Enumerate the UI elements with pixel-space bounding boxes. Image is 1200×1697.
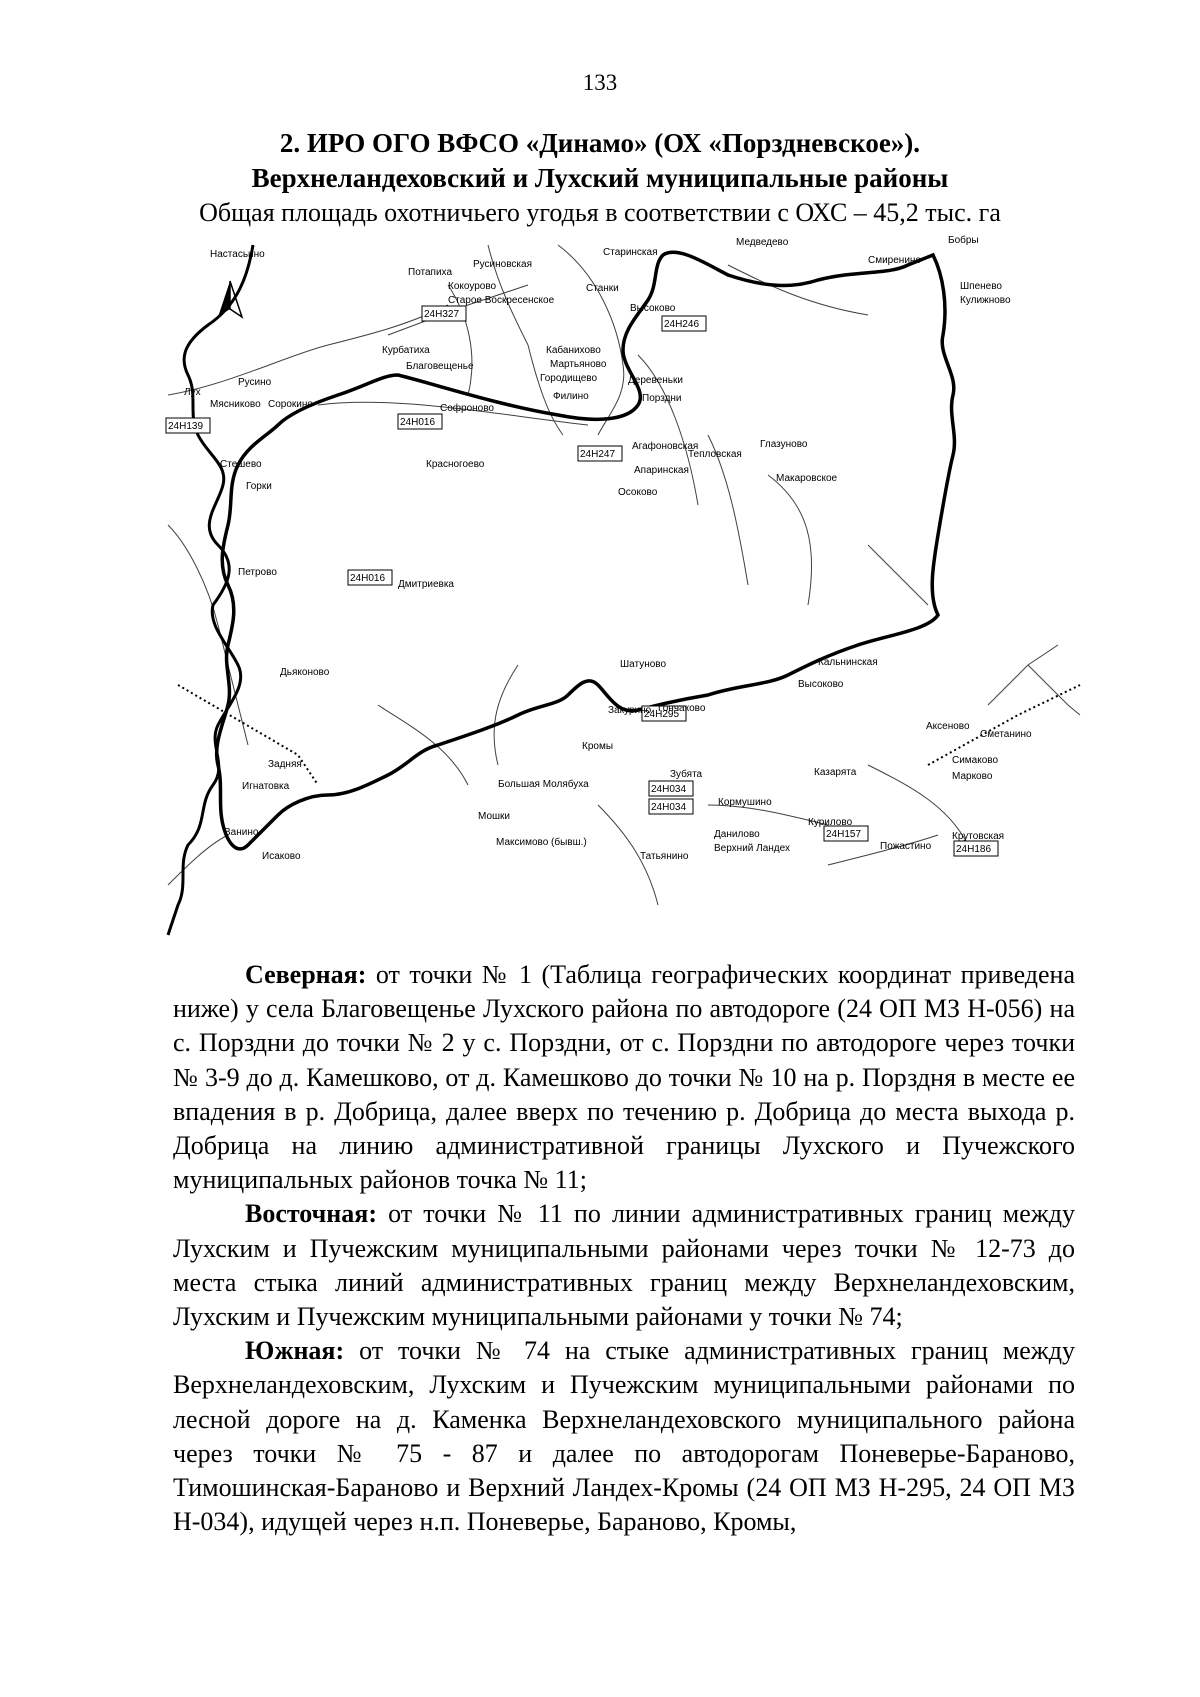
place-name: Верхний Ландех: [714, 843, 790, 854]
south-boundary-paragraph: [173, 1334, 1075, 1539]
place-name: Исаково: [262, 851, 301, 862]
place-name: Аксеново: [926, 721, 970, 732]
place-name: Петрово: [238, 567, 277, 578]
place-name: Тепловская: [688, 449, 742, 460]
place-name: Задняя: [268, 759, 302, 770]
north-boundary-paragraph: [173, 958, 1075, 1197]
place-name: Порздни: [642, 393, 682, 404]
place-name: Горки: [246, 481, 272, 492]
place-name: Деревеньки: [628, 375, 683, 386]
place-name: Красногоево: [426, 459, 485, 470]
place-name: Татьянино: [640, 851, 689, 862]
place-name: Лух: [184, 387, 201, 398]
place-name: Зубята: [670, 769, 703, 780]
total-area-line: Общая площадь охотничьего угодья в соответствии с ОХС – 45,2 тыс. га: [199, 198, 1001, 227]
road-label: 24Н139: [168, 421, 204, 432]
place-name: Данилово: [714, 829, 760, 840]
place-name: Русиновская: [473, 259, 532, 270]
road-label: 24Н016: [400, 417, 436, 428]
place-name: Дьяконово: [280, 667, 330, 678]
road-label: 24Н034: [651, 802, 687, 813]
place-name: Макаровское: [776, 473, 838, 484]
place-name: Настасьино: [210, 249, 265, 260]
place-name: Мартьяново: [550, 359, 607, 370]
settlement-labels: [184, 234, 1032, 862]
document-subtitle-districts: Верхнеландеховский и Лухский муниципальные районы: [251, 163, 949, 193]
page-number: 133: [582, 70, 618, 95]
place-name: Осоково: [618, 487, 658, 498]
place-name: Гончаково: [658, 703, 706, 714]
place-name: Глазуново: [760, 439, 808, 450]
boundary-description: [173, 958, 1075, 1539]
place-name: Кромы: [582, 741, 614, 752]
place-name: Большая Молябуха: [498, 779, 589, 790]
north-boundary-label: Северная:: [245, 960, 367, 989]
place-name: Старое Воскресенское: [448, 295, 555, 306]
place-name: Дмитриевка: [398, 579, 454, 590]
railway-lines: [178, 685, 1080, 785]
place-name: Шпенево: [960, 281, 1002, 292]
road-labels: [166, 306, 998, 856]
place-name: Сорокино: [268, 399, 313, 410]
road-label: 24Н327: [424, 309, 460, 320]
road-label: 24Н034: [651, 784, 687, 795]
place-name: Кабанихово: [546, 345, 601, 356]
place-name: Максимово (бывш.): [496, 837, 587, 848]
place-name: Крутовская: [952, 831, 1005, 842]
place-name: Апаринская: [634, 465, 689, 476]
place-name: Закурино: [608, 705, 652, 716]
place-name: Шатуново: [620, 659, 667, 670]
place-name: Агафоновская: [632, 441, 699, 452]
document-title: 2. ИРО ОГО ВФСО «Динамо» (ОХ «Порздневское»).: [279, 128, 921, 158]
place-name: Станки: [586, 283, 619, 294]
place-name: Казарята: [814, 767, 857, 778]
place-name: Кулижново: [960, 295, 1011, 306]
place-name: Русино: [238, 377, 272, 388]
place-name: Игнатовка: [242, 781, 290, 792]
road-label: 24Н246: [664, 319, 700, 330]
place-name: Стешево: [220, 459, 262, 470]
place-name: Курбатиха: [382, 345, 430, 356]
place-name: Бобры: [948, 235, 979, 246]
place-name: Мошки: [478, 811, 510, 822]
hunting-ground-map: [168, 235, 1080, 935]
east-boundary-text: от точки № 11 по линии административных границ между Лухским и Пучежским муниципальными районами через точки № 12-73 до места стыка линий административных границ между Верхнеландеховским, Лухским и Пучежским муниципальными районами у точки № 74;: [173, 1199, 1075, 1332]
south-boundary-text: от точки № 74 на стыке административных границ между Верхнеландеховским, Лухским и Пучежским муниципальными районами по лесной дороге на д. Каменка Верхнеландеховского муниципального района через точки № 75 - 87 и далее по автодорогам Поневерье-Бараново, Тимошинская-Бараново и Верхний Ландех-Кромы (24 ОП МЗ Н-295, 24 ОП МЗ Н-034), идущей через н.п. Поневерье, Бараново, Кромы,: [173, 1336, 1075, 1537]
place-name: Высоково: [630, 303, 676, 314]
place-name: Старинская: [603, 247, 658, 258]
place-name: Симаково: [952, 755, 999, 766]
north-boundary-text: от точки № 1 (Таблица географических координат приведена ниже) у села Благовещенье Лухского района по автодороге (24 ОП МЗ Н-056) на с. Порздни до точки № 2 у с. Порздни, от с. Порздни по автодороге через точки № 3-9 до д. Камешково, от д. Камешково до точки № 10 на р. Порздня в месте ее впадения в р. Добрица, далее вверх по течению р. Добрица до места выхода р. Добрица на линию административной границы Лухского и Пучежского муниципальных районов точка № 11;: [173, 960, 1075, 1195]
place-name: Высоково: [798, 679, 844, 690]
road-label: 24Н295: [644, 709, 680, 720]
south-boundary-label: Южная:: [245, 1336, 345, 1366]
hunting-ground-boundary: [217, 252, 955, 849]
place-name: Марково: [952, 771, 993, 782]
road-label: 24Н157: [826, 829, 862, 840]
place-name: Мясниково: [210, 399, 261, 410]
place-name: Потапиха: [408, 267, 453, 278]
place-name: Филино: [553, 391, 589, 402]
place-name: Медведево: [736, 237, 789, 248]
place-name: Благовещенье: [406, 361, 474, 372]
east-boundary-label: Восточная:: [245, 1199, 378, 1229]
place-name: Сметанино: [980, 729, 1032, 740]
place-name: Софроново: [440, 403, 494, 414]
east-boundary-paragraph: [173, 1197, 1075, 1334]
place-name: Ванино: [224, 827, 259, 838]
place-name: Кормушино: [718, 797, 772, 808]
road-label: 24Н186: [956, 844, 992, 855]
place-name: Курилово: [808, 817, 853, 828]
place-name: Кокоурово: [448, 281, 497, 292]
place-name: Кальнинская: [818, 657, 878, 668]
road-label: 24Н247: [580, 449, 616, 460]
road-label: 24Н016: [350, 573, 386, 584]
place-name: Пожастино: [880, 841, 932, 852]
place-name: Смиренино: [868, 255, 921, 266]
place-name: Городищево: [540, 373, 598, 384]
